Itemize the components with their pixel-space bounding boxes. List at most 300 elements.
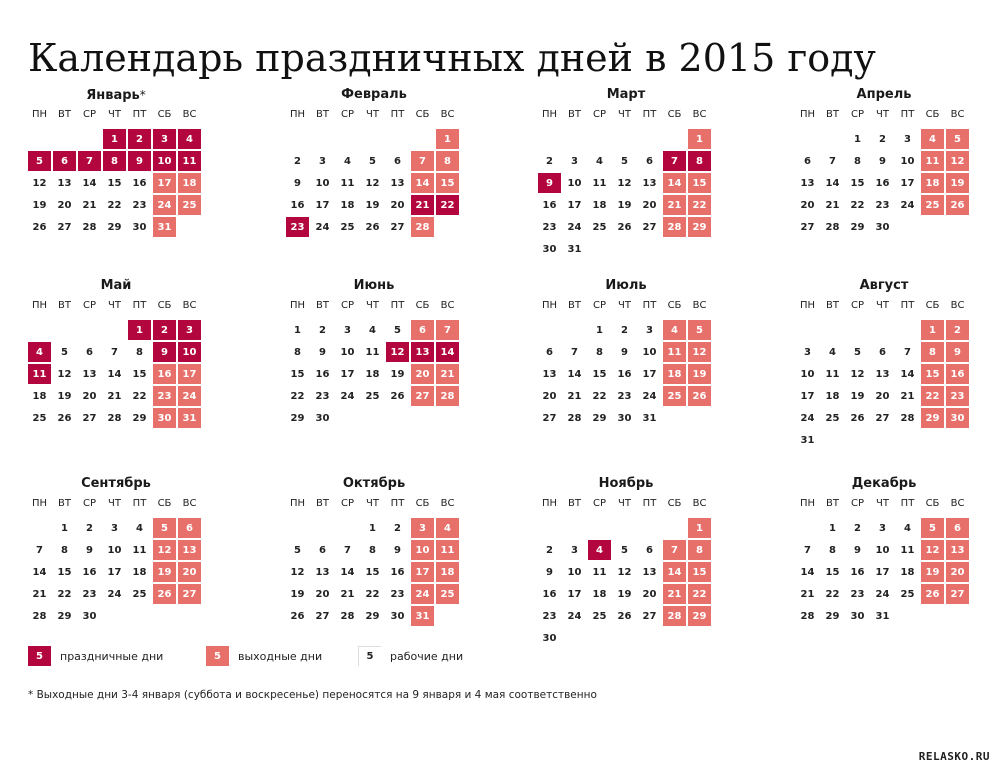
weekend-day-cell: 18 [921, 173, 944, 193]
day-cell: 24 [567, 610, 582, 622]
day-cell: 12 [617, 177, 632, 189]
holiday-day-cell: 8 [688, 151, 711, 171]
weekday-label: ЧТ [876, 109, 889, 120]
weekday-label: ПТ [642, 300, 657, 311]
day-cell: 8 [61, 544, 68, 556]
legend-working-label: рабочие дни [390, 649, 464, 663]
day-cell: 14 [340, 566, 355, 578]
footnote: * Выходные дни 3-4 января (суббота и воскресенье) переносятся на 9 января и 4 мая соответственно [28, 689, 597, 701]
day-cell: 18 [132, 566, 147, 578]
day-cell: 21 [825, 199, 840, 211]
day-cell: 7 [111, 346, 118, 358]
day-cell: 24 [900, 199, 915, 211]
weekday-label: ПТ [132, 300, 147, 311]
day-cell: 12 [57, 368, 72, 380]
holiday-day-cell: 10 [153, 151, 176, 171]
day-cell: 23 [542, 610, 557, 622]
day-cell: 30 [875, 221, 890, 233]
weekend-day-cell: 8 [688, 540, 711, 560]
day-cell: 16 [875, 177, 890, 189]
weekday-header [795, 106, 973, 128]
month-2 [285, 86, 463, 238]
weekday-header [537, 495, 715, 517]
day-cell: 16 [542, 588, 557, 600]
day-cell: 9 [86, 544, 93, 556]
weekend-day-cell: 30 [946, 408, 969, 428]
weekday-label: ВС [950, 300, 965, 311]
weekend-day-cell: 3 [411, 518, 434, 538]
day-cell: 17 [567, 199, 582, 211]
weekday-label: ПН [289, 498, 306, 509]
day-cell: 6 [319, 544, 326, 556]
month-name [795, 475, 973, 493]
day-cell: 10 [567, 177, 582, 189]
day-cell: 16 [82, 566, 97, 578]
weekend-day-cell: 5 [153, 518, 176, 538]
holiday-day-cell: 1 [103, 129, 126, 149]
weekday-header [537, 106, 715, 128]
weekend-day-cell: 12 [153, 540, 176, 560]
month-name [537, 475, 715, 493]
weekday-label: ЧТ [108, 498, 121, 509]
day-grid [285, 319, 463, 429]
day-cell: 21 [800, 588, 815, 600]
weekday-label: ПТ [132, 109, 147, 120]
day-cell: 28 [32, 610, 47, 622]
holiday-day-cell: 8 [103, 151, 126, 171]
weekday-label: ВС [692, 300, 707, 311]
month-name-text: Октябрь [342, 476, 406, 491]
day-cell: 24 [800, 412, 815, 424]
day-cell: 24 [642, 390, 657, 402]
day-cell: 23 [875, 199, 890, 211]
day-cell: 23 [315, 390, 330, 402]
weekend-day-cell: 16 [946, 364, 969, 384]
weekend-day-cell: 17 [153, 173, 176, 193]
weekend-day-cell: 20 [411, 364, 434, 384]
weekday-label: ВТ [58, 498, 71, 509]
day-cell: 30 [82, 610, 97, 622]
month-note-marker: * [139, 88, 146, 102]
day-cell: 23 [82, 588, 97, 600]
day-cell: 26 [32, 221, 47, 233]
day-cell: 21 [82, 199, 97, 211]
day-cell: 2 [319, 324, 326, 336]
month-name-text: Февраль [341, 87, 407, 102]
day-cell: 25 [32, 412, 47, 424]
day-cell: 19 [617, 199, 632, 211]
day-cell: 29 [365, 610, 380, 622]
day-cell: 10 [315, 177, 330, 189]
weekend-day-cell: 4 [436, 518, 459, 538]
weekend-day-cell: 10 [411, 540, 434, 560]
day-cell: 6 [86, 346, 93, 358]
day-cell: 19 [850, 390, 865, 402]
weekend-day-cell: 1 [921, 320, 944, 340]
holiday-day-cell: 3 [178, 320, 201, 340]
day-cell: 30 [315, 412, 330, 424]
holiday-day-cell: 9 [153, 342, 176, 362]
day-cell: 11 [340, 177, 355, 189]
day-cell: 29 [850, 221, 865, 233]
day-cell: 28 [340, 610, 355, 622]
weekday-label: СБ [415, 498, 430, 509]
day-cell: 13 [57, 177, 72, 189]
day-cell: 4 [829, 346, 836, 358]
weekday-header [27, 297, 205, 319]
day-cell: 1 [294, 324, 301, 336]
day-cell: 16 [132, 177, 147, 189]
weekend-day-cell: 26 [153, 584, 176, 604]
day-cell: 6 [546, 346, 553, 358]
month-name [27, 475, 205, 493]
weekday-label: ЧТ [876, 300, 889, 311]
day-cell: 15 [592, 368, 607, 380]
weekend-day-cell: 15 [921, 364, 944, 384]
weekend-day-cell: 4 [921, 129, 944, 149]
day-cell: 29 [592, 412, 607, 424]
day-cell: 7 [804, 544, 811, 556]
day-cell: 3 [904, 133, 911, 145]
day-cell: 13 [642, 566, 657, 578]
day-cell: 5 [369, 155, 376, 167]
day-cell: 2 [394, 522, 401, 534]
weekday-label: ВТ [568, 300, 581, 311]
month-name-text: Апрель [856, 87, 912, 102]
day-cell: 15 [850, 177, 865, 189]
weekend-day-cell: 27 [411, 386, 434, 406]
weekday-label: ЧТ [366, 300, 379, 311]
weekend-day-cell: 21 [436, 364, 459, 384]
day-cell: 11 [365, 346, 380, 358]
day-cell: 8 [596, 346, 603, 358]
day-cell: 5 [294, 544, 301, 556]
holiday-day-cell: 4 [588, 540, 611, 560]
weekend-day-cell: 31 [178, 408, 201, 428]
weekday-label: ПТ [642, 109, 657, 120]
day-cell: 13 [315, 566, 330, 578]
weekend-day-cell: 12 [688, 342, 711, 362]
weekday-label: ВС [182, 109, 197, 120]
day-cell: 12 [32, 177, 47, 189]
legend [28, 646, 548, 666]
day-cell: 3 [111, 522, 118, 534]
day-cell: 12 [850, 368, 865, 380]
weekday-label: ВТ [826, 498, 839, 509]
legend-working [358, 646, 463, 666]
weekend-day-cell: 8 [436, 151, 459, 171]
weekday-label: СБ [925, 300, 940, 311]
day-cell: 21 [567, 390, 582, 402]
day-cell: 26 [617, 221, 632, 233]
day-cell: 22 [592, 390, 607, 402]
weekend-day-cell: 9 [946, 342, 969, 362]
weekend-day-cell: 11 [663, 342, 686, 362]
day-cell: 28 [567, 412, 582, 424]
day-cell: 1 [854, 133, 861, 145]
day-cell: 14 [900, 368, 915, 380]
day-cell: 3 [319, 155, 326, 167]
day-cell: 1 [829, 522, 836, 534]
day-cell: 15 [825, 566, 840, 578]
month-1 [27, 86, 205, 238]
day-cell: 25 [340, 221, 355, 233]
weekday-header [537, 297, 715, 319]
weekend-day-cell: 22 [688, 195, 711, 215]
day-cell: 7 [904, 346, 911, 358]
month-name-text: Январь [86, 88, 140, 103]
weekend-day-cell: 26 [921, 584, 944, 604]
weekend-day-cell: 17 [411, 562, 434, 582]
weekend-day-cell: 25 [663, 386, 686, 406]
month-name-text: Июль [605, 278, 647, 293]
day-cell: 17 [875, 566, 890, 578]
weekday-label: СБ [157, 300, 172, 311]
day-cell: 25 [825, 412, 840, 424]
day-cell: 5 [394, 324, 401, 336]
weekend-day-cell: 19 [153, 562, 176, 582]
weekend-day-cell: 31 [411, 606, 434, 626]
legend-working-swatch: 5 [358, 646, 381, 666]
holiday-day-cell: 9 [128, 151, 151, 171]
holiday-day-cell: 14 [436, 342, 459, 362]
weekday-label: ВТ [316, 109, 329, 120]
day-cell: 23 [850, 588, 865, 600]
day-cell: 19 [290, 588, 305, 600]
day-cell: 10 [340, 346, 355, 358]
day-cell: 27 [390, 221, 405, 233]
day-cell: 29 [57, 610, 72, 622]
day-cell: 22 [825, 588, 840, 600]
day-cell: 20 [642, 199, 657, 211]
weekend-day-cell: 29 [688, 217, 711, 237]
weekday-label: ВТ [316, 300, 329, 311]
weekend-day-cell: 19 [921, 562, 944, 582]
day-cell: 26 [390, 390, 405, 402]
day-cell: 2 [294, 155, 301, 167]
month-6 [285, 277, 463, 429]
weekday-label: ВС [182, 300, 197, 311]
legend-weekend-label: выходные дни [238, 649, 323, 663]
weekend-day-cell: 21 [663, 584, 686, 604]
day-cell: 4 [596, 155, 603, 167]
day-cell: 10 [900, 155, 915, 167]
day-cell: 26 [617, 610, 632, 622]
weekend-day-cell: 5 [921, 518, 944, 538]
day-cell: 4 [344, 155, 351, 167]
day-cell: 13 [82, 368, 97, 380]
weekday-label: ВТ [316, 498, 329, 509]
day-cell: 15 [132, 368, 147, 380]
day-cell: 29 [107, 221, 122, 233]
weekday-label: ПТ [900, 109, 915, 120]
day-cell: 25 [132, 588, 147, 600]
holiday-day-cell: 2 [153, 320, 176, 340]
day-cell: 29 [290, 412, 305, 424]
day-cell: 25 [365, 390, 380, 402]
day-cell: 16 [542, 199, 557, 211]
day-cell: 30 [850, 610, 865, 622]
weekend-day-cell: 29 [688, 606, 711, 626]
day-cell: 30 [542, 243, 557, 255]
weekday-header [285, 106, 463, 128]
day-cell: 19 [57, 390, 72, 402]
day-cell: 3 [344, 324, 351, 336]
day-grid [27, 128, 205, 238]
day-cell: 27 [800, 221, 815, 233]
weekend-day-cell: 8 [921, 342, 944, 362]
weekday-label: ПТ [390, 498, 405, 509]
weekday-label: СР [82, 300, 96, 311]
day-cell: 18 [825, 390, 840, 402]
weekday-label: СБ [925, 109, 940, 120]
weekday-header [27, 106, 205, 128]
day-cell: 11 [592, 566, 607, 578]
day-cell: 27 [642, 221, 657, 233]
month-name-text: Декабрь [851, 476, 917, 491]
weekend-day-cell: 7 [663, 540, 686, 560]
day-cell: 24 [315, 221, 330, 233]
holiday-day-cell: 7 [78, 151, 101, 171]
weekend-day-cell: 19 [946, 173, 969, 193]
weekday-header [795, 297, 973, 319]
month-11 [537, 475, 715, 649]
day-cell: 23 [617, 390, 632, 402]
weekend-day-cell: 15 [688, 562, 711, 582]
weekend-day-cell: 26 [946, 195, 969, 215]
day-cell: 20 [390, 199, 405, 211]
weekend-day-cell: 12 [921, 540, 944, 560]
day-cell: 18 [365, 368, 380, 380]
month-name-text: Июнь [353, 278, 395, 293]
month-name [285, 277, 463, 295]
weekday-label: СР [592, 109, 606, 120]
month-name [27, 86, 205, 104]
weekend-day-cell: 6 [178, 518, 201, 538]
holiday-day-cell: 21 [411, 195, 434, 215]
day-cell: 2 [86, 522, 93, 534]
day-cell: 5 [621, 544, 628, 556]
day-cell: 21 [32, 588, 47, 600]
day-cell: 9 [621, 346, 628, 358]
weekend-day-cell: 22 [688, 584, 711, 604]
day-cell: 6 [394, 155, 401, 167]
day-cell: 11 [132, 544, 147, 556]
weekday-header [285, 495, 463, 517]
legend-holiday [28, 646, 163, 666]
weekend-day-cell: 26 [688, 386, 711, 406]
day-grid [795, 128, 973, 238]
day-cell: 23 [132, 199, 147, 211]
day-cell: 28 [107, 412, 122, 424]
day-grid [537, 517, 715, 649]
day-cell: 9 [294, 177, 301, 189]
day-cell: 5 [621, 155, 628, 167]
weekday-label: ВС [692, 498, 707, 509]
weekday-label: СР [340, 498, 354, 509]
weekday-label: ЧТ [366, 109, 379, 120]
month-name [795, 86, 973, 104]
weekend-day-cell: 19 [688, 364, 711, 384]
weekday-label: СБ [415, 109, 430, 120]
weekday-label: ПН [31, 109, 48, 120]
day-grid [27, 319, 205, 429]
weekday-label: ВТ [58, 300, 71, 311]
weekday-label: ВТ [568, 498, 581, 509]
day-cell: 14 [107, 368, 122, 380]
weekday-header [285, 297, 463, 319]
weekday-label: ВС [950, 498, 965, 509]
day-cell: 15 [290, 368, 305, 380]
day-cell: 6 [646, 544, 653, 556]
weekend-day-cell: 18 [663, 364, 686, 384]
weekday-label: СР [340, 300, 354, 311]
weekday-label: ПН [31, 498, 48, 509]
day-cell: 13 [390, 177, 405, 189]
weekend-day-cell: 25 [436, 584, 459, 604]
month-8 [795, 277, 973, 451]
weekday-label: СБ [667, 109, 682, 120]
weekend-day-cell: 11 [436, 540, 459, 560]
day-cell: 8 [294, 346, 301, 358]
day-cell: 18 [592, 588, 607, 600]
day-cell: 16 [290, 199, 305, 211]
day-cell: 31 [642, 412, 657, 424]
weekend-day-cell: 20 [178, 562, 201, 582]
weekday-label: СБ [157, 109, 172, 120]
month-7 [537, 277, 715, 429]
day-cell: 23 [390, 588, 405, 600]
weekday-label: ЧТ [618, 300, 631, 311]
day-cell: 13 [800, 177, 815, 189]
weekday-label: ПТ [642, 498, 657, 509]
holiday-day-cell: 2 [128, 129, 151, 149]
day-cell: 12 [290, 566, 305, 578]
legend-holiday-label: праздничные дни [60, 649, 164, 663]
day-grid [537, 319, 715, 429]
day-cell: 4 [369, 324, 376, 336]
weekday-label: ВС [440, 300, 455, 311]
month-name-text: Март [606, 87, 646, 102]
weekday-label: ПТ [390, 300, 405, 311]
month-name [285, 475, 463, 493]
day-cell: 22 [850, 199, 865, 211]
legend-holiday-swatch: 5 [28, 646, 51, 666]
day-cell: 9 [854, 544, 861, 556]
day-cell: 26 [290, 610, 305, 622]
day-cell: 15 [365, 566, 380, 578]
day-cell: 13 [542, 368, 557, 380]
weekend-day-cell: 30 [153, 408, 176, 428]
legend-weekend [206, 646, 322, 666]
weekday-label: ПН [289, 300, 306, 311]
day-cell: 3 [571, 155, 578, 167]
day-cell: 7 [829, 155, 836, 167]
holiday-day-cell: 22 [436, 195, 459, 215]
month-4 [795, 86, 973, 238]
day-grid [27, 517, 205, 627]
weekend-day-cell: 28 [663, 217, 686, 237]
day-cell: 22 [290, 390, 305, 402]
day-grid [285, 128, 463, 238]
holiday-day-cell: 4 [178, 129, 201, 149]
day-cell: 10 [800, 368, 815, 380]
day-cell: 31 [875, 610, 890, 622]
weekend-day-cell: 15 [688, 173, 711, 193]
day-cell: 22 [365, 588, 380, 600]
day-cell: 28 [825, 221, 840, 233]
day-cell: 30 [390, 610, 405, 622]
